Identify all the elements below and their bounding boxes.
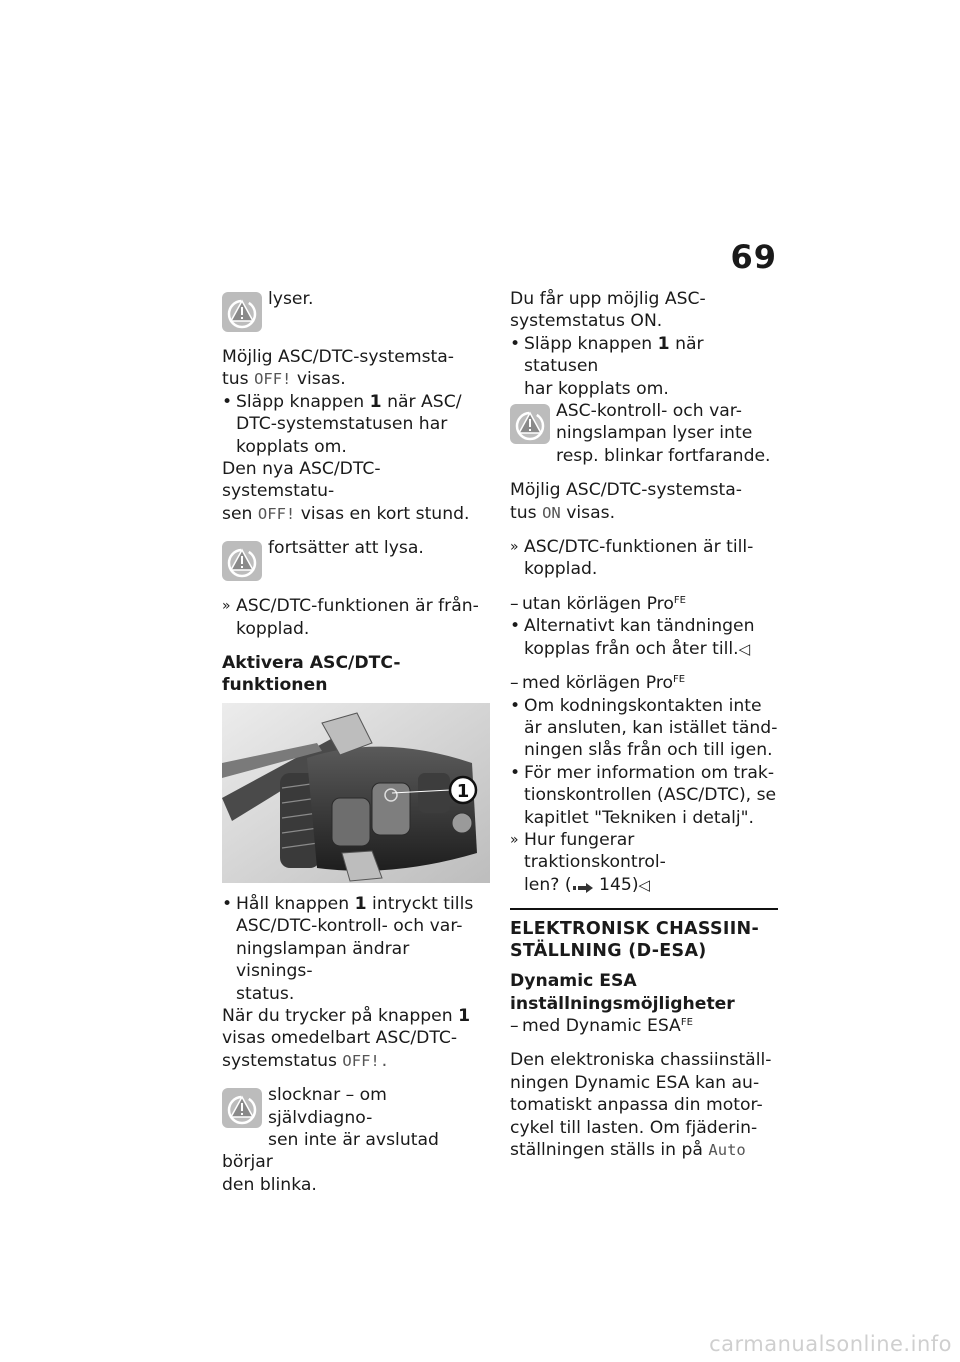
result-arrow-icon: » [510,539,519,556]
warning-lamp-icon [222,1088,262,1128]
status-code: Auto [708,1141,746,1159]
section-title: ELEKTRONISK CHASSIIN- STÄLLNING (D-ESA) [510,919,760,962]
paragraph: Du får upp möjlig ASC- systemstatus ON. [510,289,706,332]
bullet-item: • Släpp knappen 1 när ASC/ DTC-systemstatusen har kopplats om. [222,391,490,458]
status-code: ON [542,503,561,522]
paragraph: Den nya ASC/DTC-systemstatu- sen OFF! visas en kort stund. [222,459,470,524]
warning-lamp-icon [222,541,262,581]
paragraph: Möjlig ASC/DTC-systemsta- tus OFF! visas. [222,347,454,390]
warning-lamp-icon [222,292,262,332]
bullet-item: • Håll knappen 1 intryckt tills ASC/DTC-kontroll- och var- ningslampan ändrar visnings- status. [222,893,490,1005]
result-arrow-icon: » [222,598,231,615]
bullet-item: • För mer information om trak- tionskontrollen (ASC/DTC), se kapitlet "Tekniken i detalj". [510,762,778,829]
section-divider [510,908,778,910]
condition-item: – utan körlägen Pro$^{FE}$ [510,593,686,614]
subheading: Aktivera ASC/DTC-funktionen [222,653,401,696]
photo-callout-number: 1 [456,780,470,802]
bullet-item: • Släpp knappen 1 när statusen har kopplats om. [510,333,778,400]
end-triangle-icon: ◁ [638,875,651,894]
footer-watermark: carmanualsonline.info [709,1332,952,1356]
subheading: Dynamic ESA inställningsmöjligheter [510,971,735,1014]
warning-text: lyser. [268,289,314,309]
paragraph: När du trycker på knappen 1 visas omedelbart ASC/DTC- systemstatus OFF!. [222,1005,471,1071]
warning-lamp-icon [510,404,550,444]
result-item: » ASC/DTC-funktionen är från- kopplad. [222,596,479,639]
end-triangle-icon: ◁ [738,639,751,658]
bullet-item: • Alternativt kan tändningen kopplas från och åter till.◁ [510,615,778,660]
page-number: 69 [730,238,777,276]
status-code: OFF!. [342,1051,390,1070]
status-code: OFF! [254,370,292,389]
result-arrow-icon: » [510,831,519,848]
right-column [510,288,778,1173]
bullet-item: • Om kodningskontakten inte är ansluten, kan istället tänd- ningen slås från och till igen. [510,695,778,762]
paragraph: Möjlig ASC/DTC-systemsta- tus ON visas. [510,480,742,523]
page-reference[interactable]: 145) [599,874,639,895]
page-reference-arrow-icon [572,878,594,890]
paragraph: Den elektroniska chassiinställ- ningen Dynamic ESA kan au- tomatiskt anpassa din motor- cykel till lasten. Om fjäderin- ställningen ställs in på Auto [510,1050,772,1160]
warning-note-3: slocknar – om självdiagno- sen inte är avslutad börjar den blinka. [222,1085,439,1195]
result-item: » ASC/DTC-funktionen är till- kopplad. [510,537,754,580]
condition-item: – med körlägen Pro$^{FE}$ [510,673,686,694]
warning-note-2 [222,537,490,583]
warning-note-4: ASC-kontroll- och var- ningslampan lyser inte resp. blinkar fortfarande. [510,400,778,467]
condition-item: – med Dynamic $ESA^{FE}$ [510,1015,693,1036]
handlebar-switch-photo [222,703,490,883]
status-code: OFF! [257,504,296,523]
left-column [222,288,490,1208]
warning-text: fortsätter att lysa. [268,538,424,559]
result-item: » Hur fungerar traktionskontrol- len? ( 145)◁ [510,829,666,895]
warning-note-1 [222,288,490,334]
